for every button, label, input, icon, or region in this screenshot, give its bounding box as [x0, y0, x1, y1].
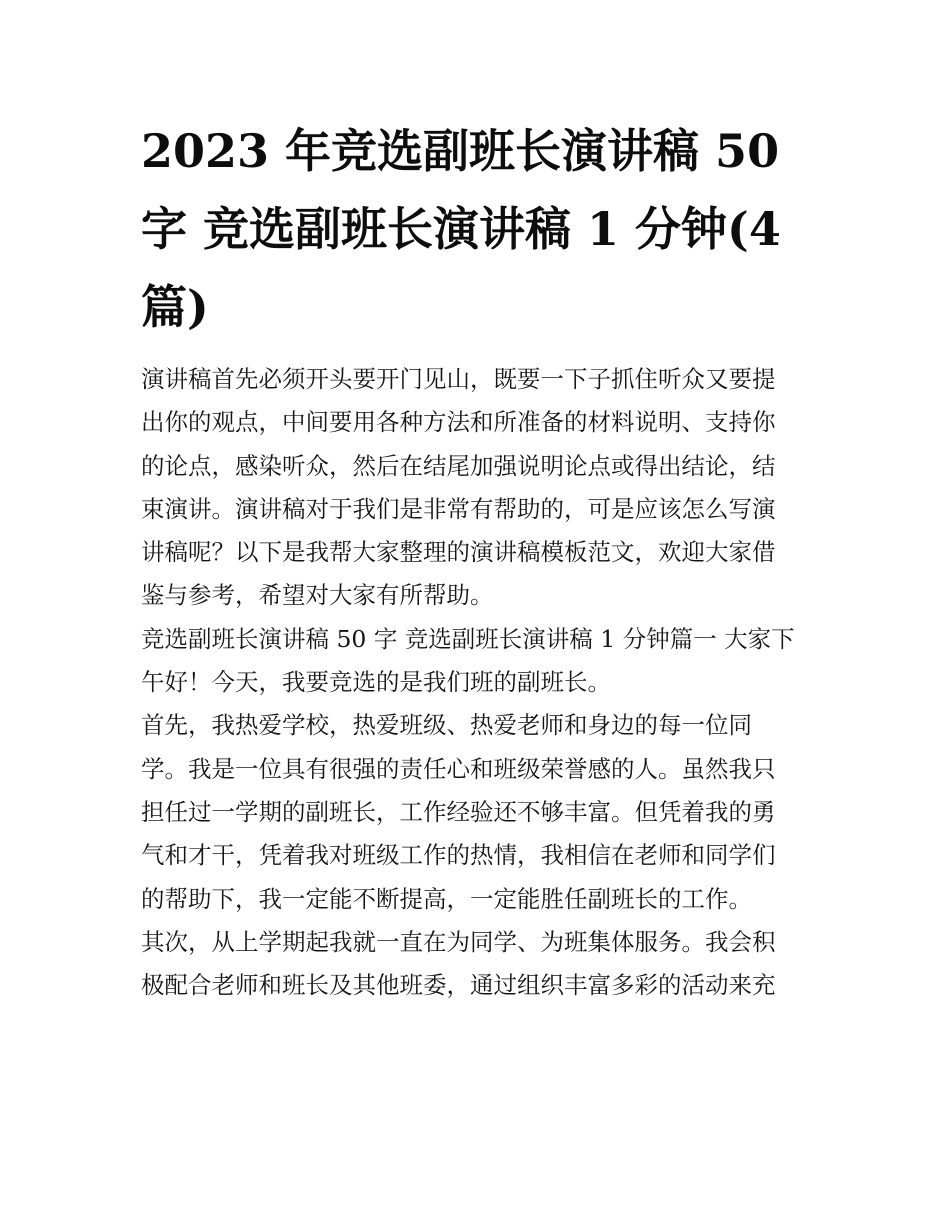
text-line: 午好！今天，我要竞选的是我们班的副班长。	[141, 668, 611, 697]
text-line: 首先，我热爱学校，热爱班级、热爱老师和身边的每一位同	[141, 711, 752, 740]
text-line: 学。我是一位具有很强的责任心和班级荣誉感的人。虽然我只	[141, 754, 776, 783]
text-line: 鉴与参考，希望对大家有所帮助。	[141, 581, 494, 610]
text-line: 演讲稿首先必须开头要开门见山，既要一下子抓住听众又要提	[141, 365, 776, 393]
text-line: 的论点，感染听众，然后在结尾加强说明论点或得出结论，结	[141, 451, 776, 480]
body-paragraph	[141, 704, 816, 920]
text-line: 竞选副班长演讲稿 50 字 竞选副班长演讲稿 1 分钟篇一 大家下	[141, 624, 795, 653]
title-line: 2023 年竞选副班长演讲稿 50	[141, 124, 780, 178]
body-paragraph	[141, 921, 816, 1008]
intro-paragraph	[141, 358, 816, 618]
text-line: 担任过一学期的副班长，工作经验还不够丰富。但凭着我的勇	[141, 797, 776, 826]
title-line: 字 竞选副班长演讲稿 1 分钟(4	[141, 202, 781, 256]
text-line: 气和才干，凭着我对班级工作的热情，我相信在老师和同学们	[141, 841, 776, 870]
text-line: 束演讲。演讲稿对于我们是非常有帮助的，可是应该怎么写演	[141, 494, 776, 523]
text-line: 极配合老师和班长及其他班委，通过组织丰富多彩的活动来充	[141, 971, 776, 1000]
text-line: 讲稿呢？以下是我帮大家整理的演讲稿模板范文，欢迎大家借	[141, 538, 776, 567]
document-body	[141, 358, 816, 1007]
text-line: 出你的观点，中间要用各种方法和所准备的材料说明、支持你	[141, 408, 776, 437]
text-line: 其次，从上学期起我就一直在为同学、为班集体服务。我会积	[141, 927, 776, 956]
text-line: 的帮助下，我一定能不断提高，一定能胜任副班长的工作。	[141, 884, 752, 913]
document-title	[141, 112, 821, 346]
title-line: 篇)	[141, 280, 209, 334]
section-heading-paragraph	[141, 618, 816, 705]
